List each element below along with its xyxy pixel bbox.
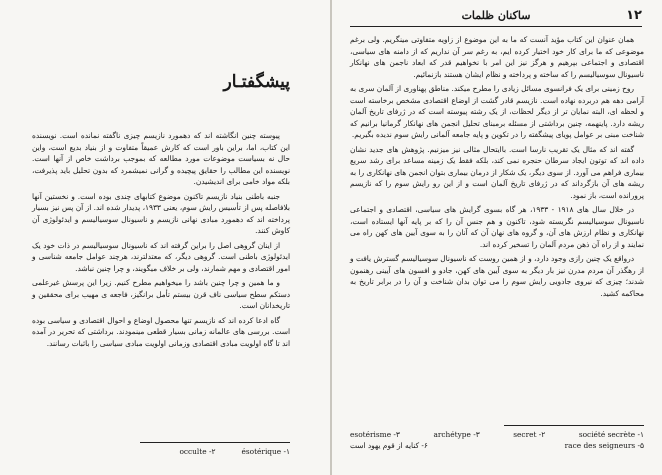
left-footnotes: [30, 446, 290, 457]
running-head: [350, 8, 642, 27]
footnote: société secrète -۱: [578, 430, 644, 439]
paragraph: پیوسته چنین انگاشته اند که دهمورد نازیسم چیزی ناگفته نمانده است. نویسنده این کتاب، اما، براین باور است که کارش عمیقاً متفاوت و از بنیاد بدیع است، واین حال نه بسیاست موضوعات مورد مطالعه که بموجب برداشت خاص از آنها است. نویسنده این مطالب را حقایق پیچیده و گرانی نمیشمرد که بدون تحلیل باید پذیرفت، بلکه مواد خامی برای اندیشیدن.: [32, 131, 290, 186]
footnote-divider: [140, 442, 290, 443]
running-title: ساکنان ظلمات: [461, 9, 531, 22]
paragraph: گاه ادعا کرده اند که نازیسم تنها محصول اوضاع و احوال اقتصادی و سیاسی بوده است. بررسی های عالمانه زمانی بسیار قطعی مینمودند. برداشتی که تحریر در آمده اند تا گاه اولویت مبادی اقتصادی وزمانی اولویت مبادی سیاسی را باثبات رسانند.: [32, 315, 290, 348]
preface-title: پیشگفتـار: [223, 72, 290, 92]
footnote: ۶- کنایه از قوم یهود است: [350, 441, 428, 450]
paragraph: در خلال سال های ۱۹۱۸ - ۱۹۳۳، هر گاه بسوی گرایش های سیاسی، اقتصادی و اجتماعی ناسیونال سوسیالیسم نگریسته شود، تاکنون و هم جنس آن را که بر پایه آنها ایستاده است، نهانکاری و نظام ارزش های آن، و گروه های نهان آن که آنان را به سوی آیین های کهن راه می نمایند و از راه آن ذهن مردم آلمان را تسخیر کرده اند.: [350, 205, 644, 249]
footnote-line: [350, 429, 644, 440]
footnote: race des seigneurs -۵: [564, 441, 644, 450]
paragraph: روح زمینی برای یک فرانسوی مسائل زیادی را مطرح میکند. مناطق پهناوری از آلمان سری به آرامی دهه هم دربرده نهاده است. نازیسم قادر گشت از اوضاع اقتصادی مشخص برخاسته است و لحظه ای، البته نمایان تر از دیگر لحظات، از یک رشته پیوسته است که در ژرفای تاریخ آلمان ریشه دارد. پاینهمه، چنین برداشتی از مسئله برمبنای تحلیل انجمن های نهانکار گرمانیا برانیم که شناخت مبنی بر عوامل پویای پیشگفته را در تکوین و پایه جامعه آلمانی رایش سوم ندیده بگیریم.: [350, 84, 644, 139]
paragraph: درواقع یک چنین رازی وجود دارد، و از همین روست که ناسیونال سوسیالیسم گسترش یافت و از رهگذر آن مردم مدرن نیز بار دیگر به سوی آیین های کهن، جادو و افسون های آیینی رهنمون شدند؛ چیزی که نیروی جادویی رایش سوم را می توان بدان شناخت و آن را در برابر تاریخ به محاکمه کشید.: [350, 254, 644, 298]
footnote: occulte -۲: [179, 447, 216, 456]
paragraph: و ما همین و چرا چنین باشد را میخواهیم مطرح کنیم. زیرا این پرسش غیرعلمی دستکم سطح سیاسی ناف قرن بیستم تأمل برانگیز، فاجعه ی مهیب برای محققین و تاریخدانان است.: [32, 278, 290, 310]
paragraph: از اینان گروهی اصل را براین گرفته اند که ناسیونال سوسیالیسم در ذات خود یک ایدئولوژی باطنی است. گروهی دیگر، که معتدلترند، هرچند عوامل جامعه شناسی و امور اقتصادی و مهم شمارند، ولی بر خلاف میگویند، و چرا چنین نباشد.: [32, 240, 290, 273]
footnote: archétype -۳: [433, 430, 480, 439]
footnote: esotérisme -۳: [350, 430, 400, 439]
footnote: secret -۲: [513, 430, 546, 439]
footnote: ésotérique -۱: [241, 447, 290, 456]
footnote-line: [350, 440, 644, 451]
page-number: ۱۲: [626, 8, 642, 23]
left-page-body: [32, 130, 290, 352]
footnote-divider: [504, 425, 644, 426]
right-footnotes: [350, 429, 644, 451]
paragraph: همان عنوان این کتاب مؤید آنست که ما به این موضوع از زاویه متفاوتی مینگریم. ولی برغم موضوعی که ما برای کار خود اختیار کرده ایم، به رغم سر آن نداریم که از دامنه های سیاسی، اقتصادی و اجتماعی بپرهیم و هرگز نیز این امر با نخواهیم قدر که ابعاد ناجمن های نهانکار ناسیونال سوسیالیسم را که ساخته و پرداخته و نظام ایشان هستند بازنمائیم.: [350, 35, 644, 79]
right-page-body: [350, 34, 644, 302]
paragraph: گفته اند که مثال یک تقریب نارسا است. باایتحال مثالی نیز میزنیم. پژوهش های جدید نشان داده اند که توتون ایجاد سرطان حنجره نمی کند، بلکه فقط یک زمینه مساعد برای رشد سریع بیماری فراهم می آورد. از سوی دیگر، یک شکار از درمان بیماری بتوان انجمن های نهانکاری را به ریشه های آن بازگرداند که در ژرفای تاریخ آلمان است و از این رو رایش سوم را که نازیسم پرورانده است، باز نمود.: [350, 144, 644, 200]
right-page: [332, 0, 662, 475]
footnote-line: [30, 446, 290, 457]
left-page: [0, 0, 330, 475]
paragraph: جنبه باطنی بنیاد نازیسم تاکنون موضوع کتابهای چندی بوده است. و نخستین آنها بلافاصله پس از تأسیس رایش سوم، یعنی ۱۹۳۳، پدیدار شده اند. از آن پس نیز بسیار پرداخته اند که دهمورد مبادی نهانی نازیسم و ناسیونال سوسیالیسم و ایدئولوژی آن کاوش کنند.: [32, 191, 290, 235]
